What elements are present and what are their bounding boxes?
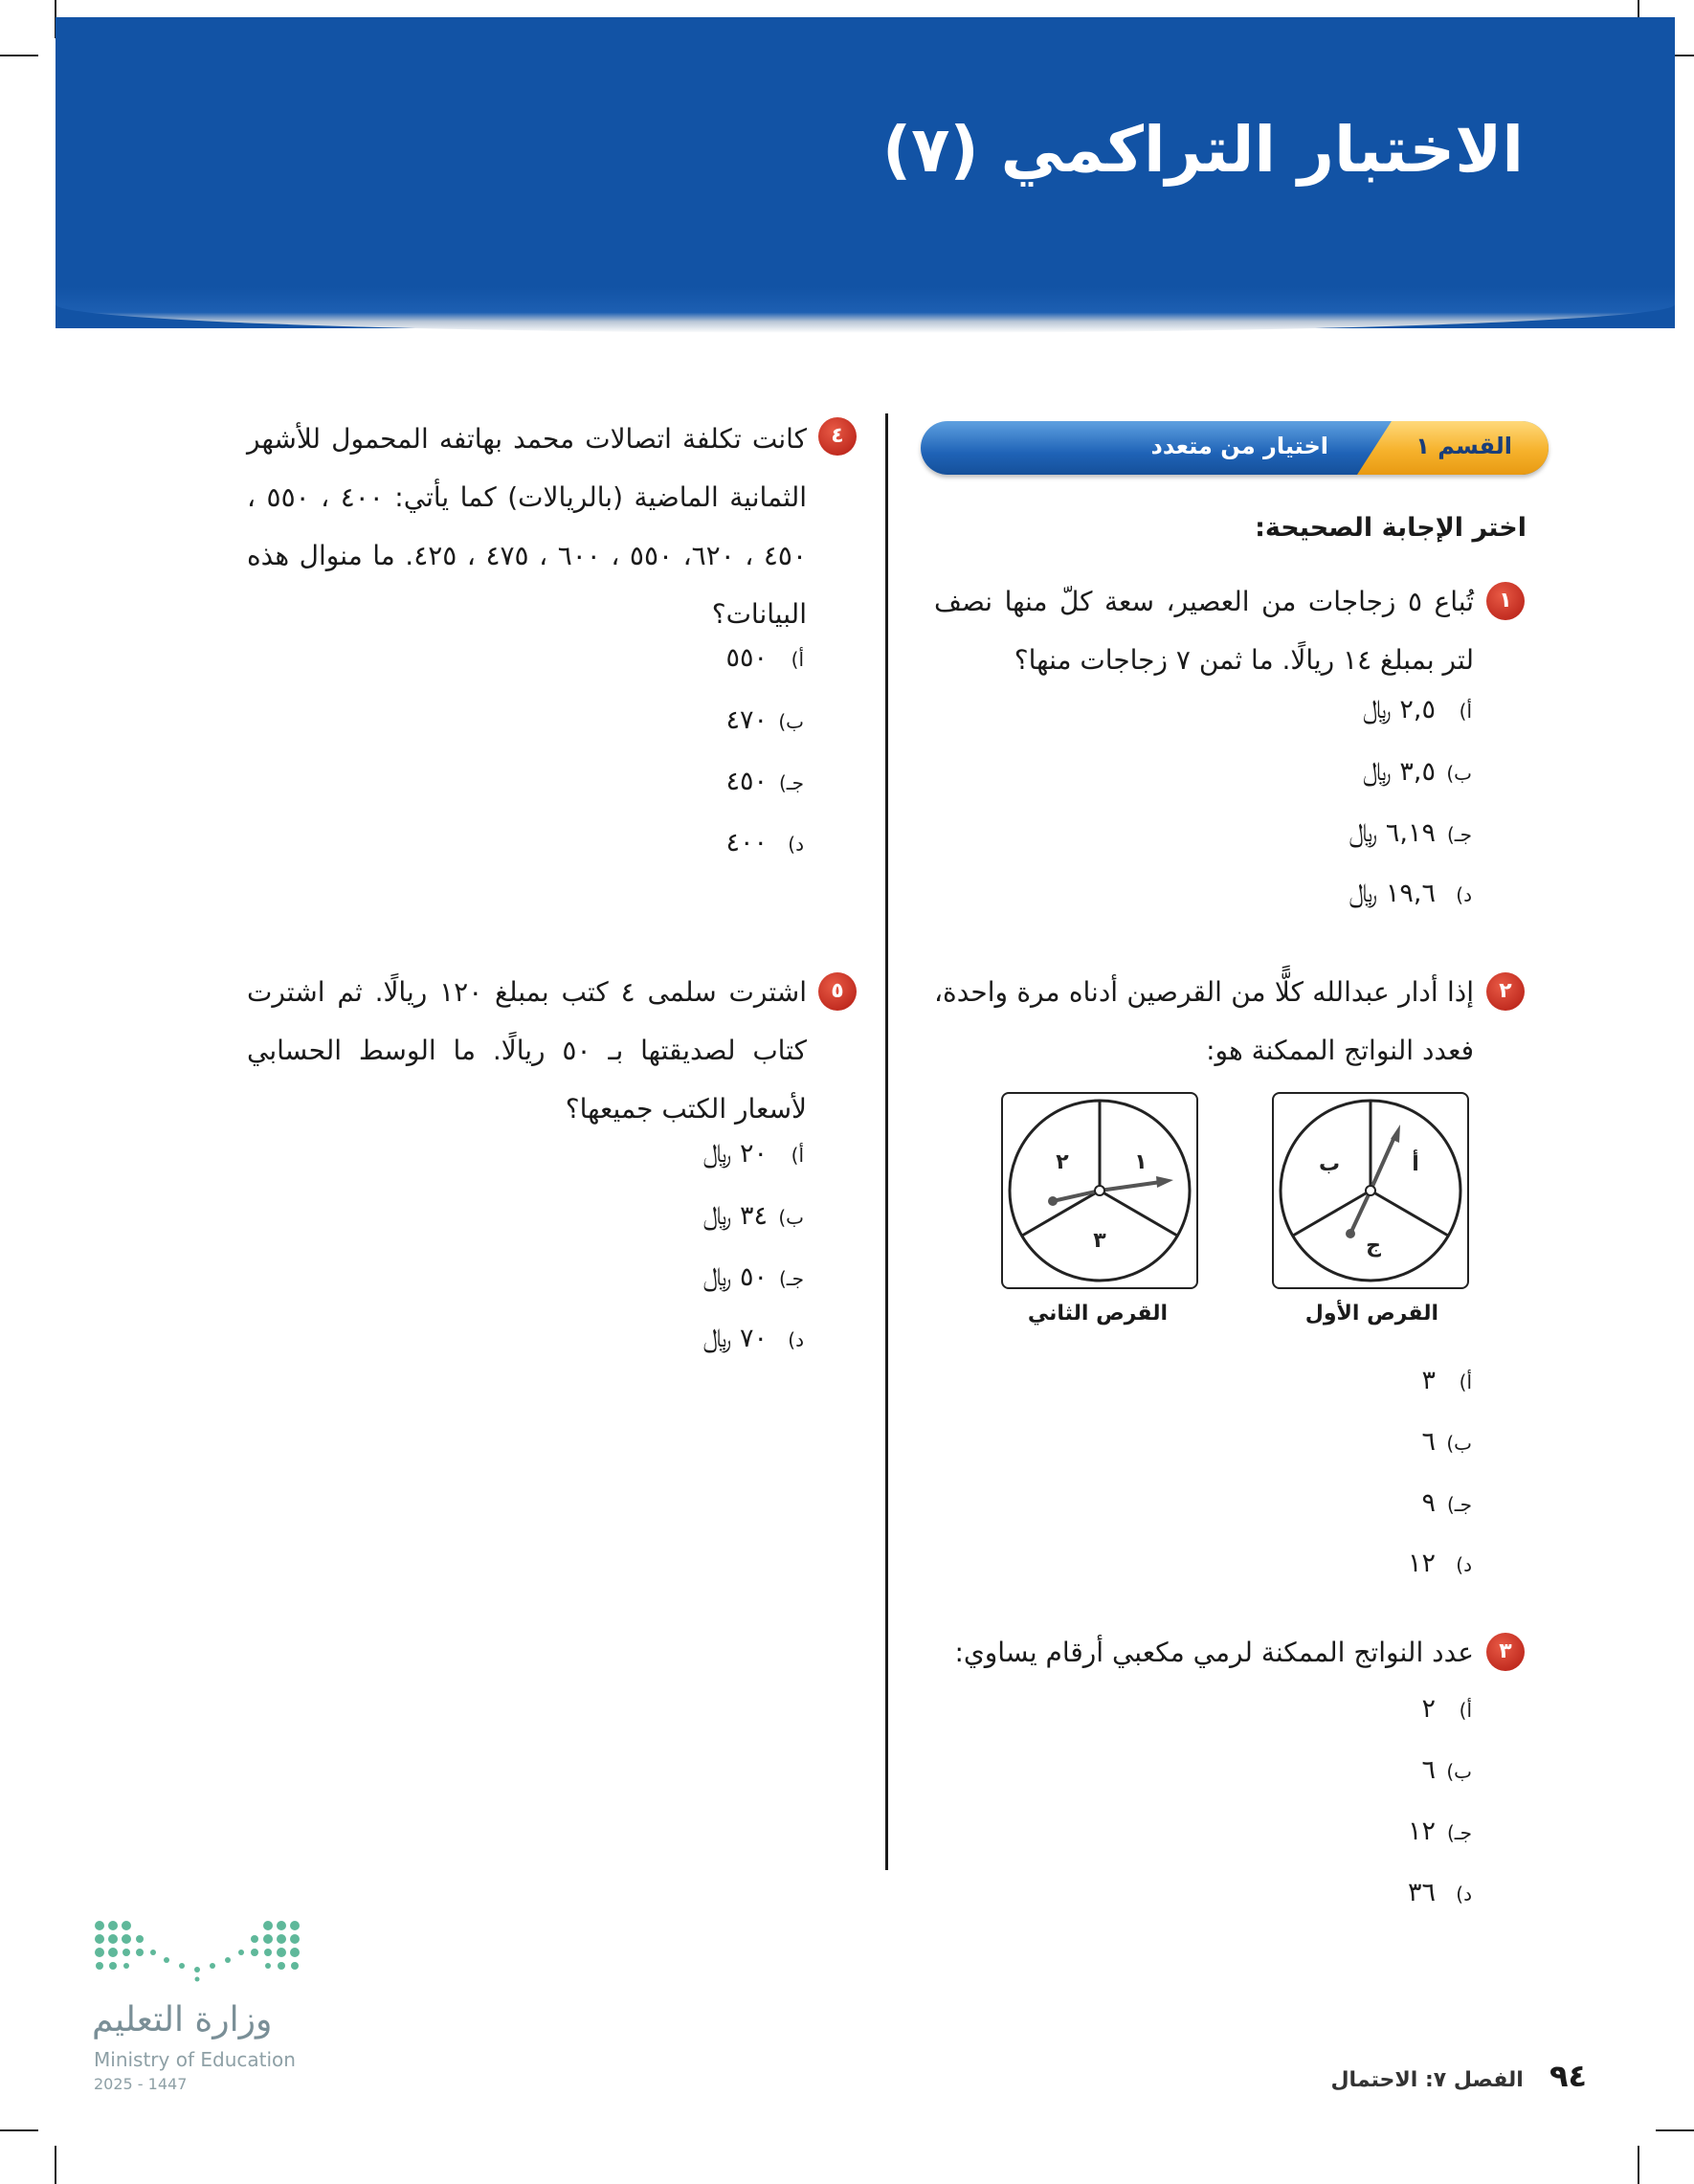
question-number: ١	[1486, 582, 1525, 620]
option-value: ٣,٥ ﷼	[1362, 757, 1436, 787]
disk1-label-b: ب	[1318, 1152, 1341, 1176]
option-value: ٥٥٠	[725, 643, 768, 673]
answer-option[interactable]	[725, 828, 804, 858]
option-value: ١٢	[1407, 1816, 1436, 1846]
answer-option[interactable]	[703, 1201, 805, 1232]
option-letter: د)	[788, 833, 804, 856]
ministry-name-arabic: وزارة التعليم	[92, 2000, 273, 2039]
option-value: ٢	[1421, 1694, 1436, 1724]
option-letter: أ)	[791, 1144, 804, 1167]
disk1-label-c: ج	[1366, 1234, 1381, 1258]
option-value: ٦,١٩ ﷼	[1349, 818, 1436, 848]
option-letter: جـ)	[1446, 1493, 1472, 1516]
spinner-disk-1-graphic	[1274, 1094, 1467, 1287]
question-text: تُباع ٥ زجاجات من العصير، سعة كلّ منها نصف لتر بمبلغ ١٤ ريالًا. ما ثمن ٧ زجاجات منها؟	[934, 586, 1474, 676]
answer-option[interactable]	[1421, 1694, 1472, 1724]
disk2-label-2: ٢	[1056, 1150, 1069, 1174]
column-divider	[885, 413, 888, 1870]
option-letter: د)	[1456, 1883, 1472, 1905]
option-value: ١٩,٦ ﷼	[1349, 879, 1436, 908]
option-letter: جـ)	[778, 1267, 804, 1290]
spinner-disk-2-graphic	[1003, 1094, 1196, 1287]
question-text: اشترت سلمى ٤ كتب بمبلغ ١٢٠ ريالًا. ثم اشترت كتاب لصديقتها بـ ٥٠ ريالًا. ما الوسط الحسابي لأسعار الكتب جميعها؟	[247, 976, 808, 1125]
answer-option[interactable]	[1349, 818, 1472, 849]
answer-option[interactable]	[1408, 1816, 1472, 1846]
option-value: ٤٧٠	[725, 705, 768, 735]
option-letter: ب)	[778, 1206, 804, 1229]
answer-option[interactable]	[703, 1324, 805, 1354]
answer-option[interactable]	[1421, 1366, 1472, 1395]
option-value: ٩	[1421, 1488, 1436, 1518]
answer-option[interactable]	[725, 767, 804, 796]
option-value: ٣٤ ﷼	[702, 1201, 768, 1231]
option-value: ٣٦	[1407, 1878, 1436, 1907]
answer-option[interactable]	[1408, 1878, 1472, 1907]
option-value: ٤٠٠	[725, 828, 768, 858]
disk2-caption: القرص الثاني	[1027, 1302, 1168, 1326]
crop-mark	[1656, 2129, 1694, 2131]
section-title: اختيار من متعدد	[1150, 433, 1328, 459]
ministry-name-english: Ministry of Education	[94, 2048, 296, 2071]
ministry-logo-icon	[94, 1918, 301, 1985]
chapter-label: الفصل ٧: الاحتمال	[1330, 2068, 1524, 2092]
ministry-year: 2025 - 1447	[94, 2075, 188, 2093]
option-letter: د)	[1456, 1553, 1472, 1576]
answer-option[interactable]	[703, 1262, 805, 1293]
option-value: ١٢	[1407, 1549, 1436, 1578]
answer-option[interactable]	[1363, 695, 1472, 725]
question-text: عدد النواتج الممكنة لرمي مكعبي أرقام يساوي:	[954, 1637, 1474, 1668]
section-banner	[921, 421, 1549, 475]
option-letter: د)	[1456, 883, 1472, 906]
option-value: ٣	[1421, 1366, 1436, 1395]
option-value: ٢,٥ ﷼	[1362, 695, 1436, 724]
disk2-label-3: ٣	[1093, 1229, 1106, 1253]
page-footer	[1330, 2058, 1587, 2094]
answer-option[interactable]	[725, 643, 804, 673]
option-value: ٦	[1421, 1755, 1436, 1785]
answer-option[interactable]	[703, 1139, 805, 1170]
spinner-disk-1	[1272, 1092, 1469, 1289]
crop-mark	[0, 2129, 38, 2131]
answer-option[interactable]	[1421, 1427, 1472, 1457]
spinner-disk-2	[1001, 1092, 1198, 1289]
crop-mark	[55, 2146, 56, 2184]
question-number: ٤	[818, 417, 857, 456]
page-title: الاختبار التراكمي (٧)	[881, 113, 1524, 187]
disk1-label-a: أ	[1412, 1152, 1419, 1176]
option-letter: جـ)	[1446, 823, 1472, 846]
option-letter: جـ)	[778, 771, 804, 794]
answer-option[interactable]	[725, 705, 804, 735]
option-value: ٢٠ ﷼	[702, 1139, 768, 1169]
answer-option[interactable]	[1363, 757, 1472, 788]
disk2-label-1: ١	[1134, 1150, 1148, 1174]
question-text: إذا أدار عبدالله كلًّا من القرصين أدناه مرة واحدة، فعدد النواتج الممكنة هو:	[934, 976, 1474, 1066]
instruction: اختر الإجابة الصحيحة:	[1255, 513, 1527, 543]
crop-mark	[0, 55, 38, 56]
answer-option[interactable]	[1408, 1549, 1472, 1578]
option-letter: جـ)	[1446, 1821, 1472, 1844]
answer-option[interactable]	[1421, 1488, 1472, 1518]
question-text: كانت تكلفة اتصالات محمد بهاتفه المحمول للأشهر الثمانية الماضية (بالريالات) كما يأتي: ٤٠٠ ، ٥٥٠ ، ٤٥٠ ، ٦٢٠، ٥٥٠ ، ٦٠٠ ، ٤٧٥ ، ٤٢٥. ما منوال هذه البيانات؟	[247, 423, 808, 630]
question-number: ٥	[818, 972, 857, 1011]
option-letter: ب)	[1446, 762, 1472, 785]
crop-mark	[1638, 2146, 1639, 2184]
answer-option[interactable]	[1421, 1755, 1472, 1785]
option-value: ٧٠ ﷼	[702, 1324, 768, 1353]
section-tab-label: القسم ١	[1415, 433, 1512, 459]
option-letter: د)	[788, 1328, 804, 1351]
option-letter: ب)	[1446, 1760, 1472, 1783]
question-number: ٢	[1486, 972, 1525, 1011]
option-letter: أ)	[1459, 1699, 1472, 1722]
option-letter: أ)	[1459, 1371, 1472, 1393]
option-value: ٤٥٠	[725, 767, 768, 796]
option-value: ٦	[1421, 1427, 1436, 1457]
answer-option[interactable]	[1349, 879, 1472, 909]
option-letter: أ)	[1459, 700, 1472, 723]
option-value: ٥٠ ﷼	[702, 1262, 768, 1292]
disk1-caption: القرص الأول	[1304, 1302, 1438, 1326]
question-number: ٣	[1486, 1633, 1525, 1671]
option-letter: ب)	[1446, 1432, 1472, 1455]
option-letter: ب)	[778, 710, 804, 733]
option-letter: أ)	[791, 648, 804, 671]
page-number: ٩٤	[1549, 2058, 1587, 2094]
